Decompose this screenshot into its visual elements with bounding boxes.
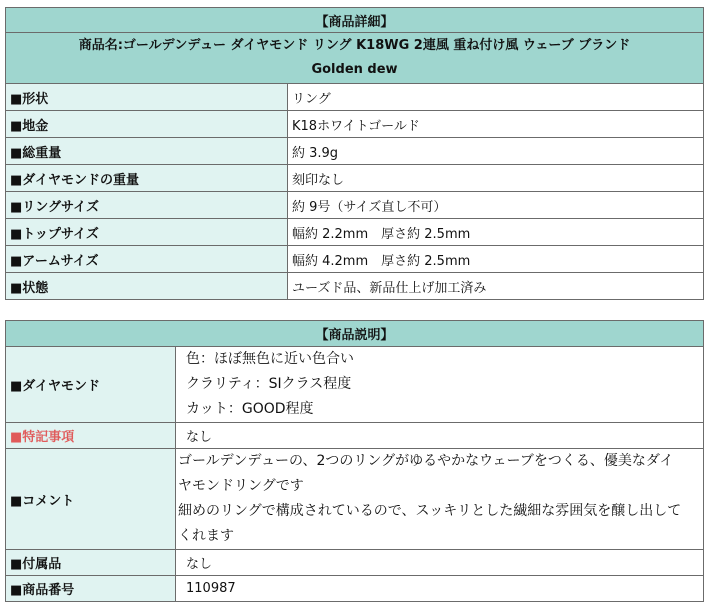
ring-size-label: ■リングサイズ — [6, 192, 288, 219]
total-weight-label: ■総重量 — [6, 138, 288, 165]
comment-line: ヤモンドリングです — [178, 478, 304, 494]
diamond-details — [176, 347, 704, 423]
product-details-table — [5, 7, 704, 300]
comment-label: ■コメント — [6, 449, 176, 550]
diamond-color: 色：ほぼ無色に近い色合い — [186, 351, 354, 367]
condition-label: ■状態 — [6, 273, 288, 300]
comment-text — [176, 449, 704, 550]
arm-size-label: ■アームサイズ — [6, 246, 288, 273]
product-name-line1: 商品名:ゴールデンデュー ダイヤモンド リング K18WG 2連風 重ね付け風 ウェーブ ブランド — [78, 38, 631, 53]
accessories-label: ■付属品 — [6, 550, 176, 576]
total-weight-value: 約 3.9g — [288, 138, 704, 165]
diamond-weight-value: 刻印なし — [288, 165, 704, 192]
comment-line: 細めのリングで構成されているので、スッキリとした繊細な雰囲気を醸し出して — [178, 503, 682, 519]
product-name-line2: Golden dew — [311, 62, 398, 77]
accessories-value: なし — [176, 550, 704, 576]
comment-line: くれます — [178, 528, 234, 544]
top-size-label: ■トップサイズ — [6, 219, 288, 246]
top-size-value: 幅約 2.2mm 厚さ約 2.5mm — [288, 219, 704, 246]
diamond-label: ■ダイヤモンド — [6, 347, 176, 423]
metal-value: K18ホワイトゴールド — [288, 111, 704, 138]
item-number-label: ■商品番号 — [6, 576, 176, 602]
special-notes-value: なし — [176, 423, 704, 449]
details-header: 【商品詳細】 — [6, 8, 704, 33]
item-number-value: 110987 — [176, 576, 704, 602]
condition-value: ユーズド品、新品仕上げ加工済み — [288, 273, 704, 300]
shape-value: リング — [288, 84, 704, 111]
metal-label: ■地金 — [6, 111, 288, 138]
product-description-table — [5, 320, 704, 602]
shape-label: ■形状 — [6, 84, 288, 111]
ring-size-value: 約 9号（サイズ直し不可） — [288, 192, 704, 219]
special-notes-label: ■特記事項 — [6, 423, 176, 449]
arm-size-value: 幅約 4.2mm 厚さ約 2.5mm — [288, 246, 704, 273]
description-header: 【商品説明】 — [6, 321, 704, 347]
diamond-cut: カット：GOOD程度 — [186, 401, 314, 417]
diamond-weight-label: ■ダイヤモンドの重量 — [6, 165, 288, 192]
diamond-clarity: クラリティ：SIクラス程度 — [186, 376, 352, 392]
comment-line: ゴールデンデューの、2つのリングがゆるやかなウェーブをつくる、優美なダイ — [178, 453, 674, 469]
product-name-cell — [6, 33, 704, 84]
